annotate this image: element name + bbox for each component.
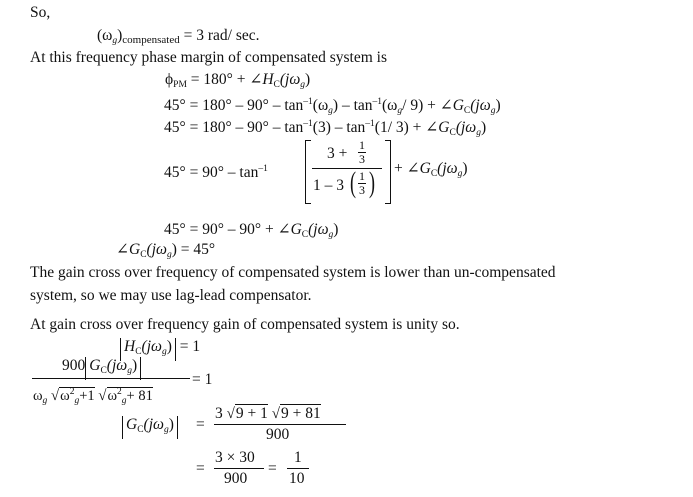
l2-arg: (jω <box>470 97 491 114</box>
l6-g: g <box>166 250 172 260</box>
l4-g: g <box>457 169 463 179</box>
last-eq-sign: = <box>196 460 205 477</box>
l5-g: g <box>328 230 334 240</box>
l3-g: g <box>476 128 481 138</box>
l6-Gsub: C <box>140 250 147 260</box>
l4-G: G <box>419 160 431 177</box>
l4-num-frac-three: 3 <box>359 152 365 166</box>
gc-fraction-bar <box>214 424 346 425</box>
equation-line-3 <box>164 115 486 142</box>
phase-margin-equation <box>165 71 310 94</box>
l3-tan2: (3) – tan <box>312 119 366 136</box>
l3-inv1: –1 <box>303 119 313 129</box>
frac-900: 900 <box>62 357 86 374</box>
l2-omega: (ω <box>312 97 329 114</box>
frac-G: G <box>89 357 101 374</box>
left-bracket <box>305 140 311 204</box>
l4-den-paren-close: ) <box>369 166 375 199</box>
result-numerator: 1 <box>294 449 302 466</box>
s2-two: 2 <box>117 387 122 397</box>
hc-sub: C <box>135 347 142 357</box>
l5-G: G <box>290 221 302 238</box>
so-label: So, <box>30 4 51 21</box>
l2-start: 45° = 180° – 90° – tan <box>164 97 304 114</box>
l2-G: G <box>452 97 464 114</box>
pm-sub: PM <box>173 80 187 90</box>
pm-arg: (jω <box>279 71 301 88</box>
inv-1: –1 <box>303 97 313 107</box>
l2-g3: g <box>490 106 496 116</box>
l2-g2: g <box>397 106 403 116</box>
gc-sqrt-1: 9 + 1 <box>235 405 268 422</box>
frac-abs <box>85 357 141 380</box>
l4-arg: (jω <box>437 160 458 177</box>
l2-omega2: (ω <box>382 97 398 114</box>
wg-value: = 3 rad/ sec. <box>179 27 260 44</box>
hc-H: H <box>124 338 136 355</box>
close-paren: ) <box>117 27 123 44</box>
gc-sqrt-symbol-1: √ <box>226 406 235 422</box>
gc-sqrt-2: 9 + 81 <box>280 405 321 422</box>
l2-div9: / 9) + ∠ <box>402 97 453 114</box>
l4-start: 45° = 90° – tan <box>164 164 259 181</box>
l2-close: ) <box>495 97 501 114</box>
gc-arg: (jω <box>143 416 164 433</box>
frac-Gsub: C <box>100 366 107 376</box>
gc-three: 3 <box>215 405 223 422</box>
l4-num-frac-one: 1 <box>359 138 365 152</box>
phi-symbol: ϕ <box>165 71 174 88</box>
l6-rhs: = 45° <box>176 241 216 258</box>
s2-plus81: + 81 <box>126 388 153 404</box>
l4-Gsub: C <box>430 169 438 179</box>
l4-den-start: 1 – 3 <box>313 177 344 194</box>
last-eq-sign-2: = <box>268 460 277 477</box>
s1-g: g <box>74 396 80 406</box>
compensated-sub: compensated <box>122 34 180 46</box>
frac-close: ) <box>131 357 138 374</box>
l4-close: ) <box>462 160 468 177</box>
gc-abs <box>122 416 178 439</box>
l4-den-frac <box>358 170 366 197</box>
l5-close: ) <box>333 221 339 238</box>
fraction-numerator <box>62 357 141 380</box>
l4-den-frac-three: 3 <box>359 183 365 197</box>
fraction-bar-1 <box>32 378 190 379</box>
omega-open: (ω <box>97 27 113 44</box>
den-g: g <box>42 396 48 406</box>
s2-g: g <box>121 396 127 406</box>
l2-tan2: ) – tan <box>332 97 373 114</box>
l5-arg: (jω <box>308 221 329 238</box>
h-symbol: H <box>262 71 274 88</box>
hc-eq-1: = 1 <box>175 338 201 355</box>
last-numerator: 3 × 30 <box>215 449 255 466</box>
l4-den-paren-open: ( <box>350 166 356 199</box>
l5-Gsub: C <box>301 230 309 240</box>
gc-g: g <box>163 425 169 435</box>
gc-magnitude-lhs <box>122 416 178 439</box>
s1-omega: ω <box>60 388 70 404</box>
gc-Gsub: C <box>137 425 144 435</box>
s1-plus1: +1 <box>79 388 95 404</box>
s2-omega: ω <box>107 388 118 404</box>
result-fraction-bar <box>287 468 309 469</box>
last-denominator: 900 <box>224 470 248 487</box>
frac-g: g <box>127 366 132 376</box>
frac-arg: (jω <box>106 357 128 374</box>
l4-num-3plus: 3 + <box>327 145 348 162</box>
l3-third: (1/ 3) + ∠ <box>374 119 439 136</box>
pm-arg-g: g <box>300 80 306 90</box>
gain-crossover-text-1: The gain cross over frequency of compensated system is lower than un-compensated <box>30 264 556 281</box>
hc-close: ) <box>166 338 172 355</box>
equation-line-4-rhs <box>394 160 468 183</box>
sqrt-symbol-1: √ <box>50 388 60 404</box>
l4-num-frac <box>358 139 366 166</box>
l3-start: 45° = 180° – 90° – tan <box>164 119 304 136</box>
fraction-denominator <box>33 383 153 410</box>
equation-line-4-lhs <box>164 160 268 182</box>
l4-den-frac-one: 1 <box>359 169 365 183</box>
gain-crossover-text-3: At gain cross over frequency gain of compensated system is unity so. <box>30 316 460 333</box>
l6-arg: (jω <box>146 241 167 258</box>
gc-denominator: 900 <box>266 426 290 443</box>
pm-arg-close: ) <box>305 71 311 88</box>
inv-2: –1 <box>372 97 383 107</box>
l4-inv: –1 <box>258 164 268 174</box>
s1-two: 2 <box>69 387 75 397</box>
l6-close: ) <box>171 241 177 258</box>
l6-angle: ∠ <box>116 241 129 258</box>
hc-arg: (jω <box>141 338 162 355</box>
h-sub: C <box>273 80 280 90</box>
wg-compensated-equation <box>97 27 260 50</box>
l3-Gsub: C <box>449 128 456 138</box>
gc-sqrt-symbol-2: √ <box>271 406 280 422</box>
l3-G: G <box>438 119 450 136</box>
l3-inv2: –1 <box>365 119 375 129</box>
right-bracket <box>385 140 391 204</box>
sqrt-body-2 <box>107 387 153 404</box>
den-omega: ω <box>33 388 43 404</box>
pm-rhs: = 180° + ∠ <box>186 71 263 88</box>
l4-denominator <box>313 177 344 195</box>
equation-line-6 <box>116 241 215 264</box>
l4-plus-angle: + ∠ <box>394 160 420 177</box>
l3-arg: (jω <box>455 119 477 136</box>
gc-numerator <box>215 405 321 423</box>
hc-g: g <box>161 347 167 357</box>
l6-G: G <box>129 241 141 258</box>
l3-close: ) <box>481 119 487 136</box>
sqrt-symbol-2: √ <box>98 388 107 404</box>
result-denominator: 10 <box>289 470 305 487</box>
l4-numerator <box>327 145 347 163</box>
gc-close: ) <box>168 416 174 433</box>
gain-crossover-text-2: system, so we may use lag-lead compensator. <box>30 287 312 304</box>
l2-Gsub: C <box>463 106 471 116</box>
last-fraction-bar <box>214 468 264 469</box>
l2-g1: g <box>328 106 333 116</box>
l5-start: 45° = 90° – 90° + ∠ <box>164 221 291 238</box>
fraction-equals-one: = 1 <box>192 371 213 388</box>
gc-eq-sign: = <box>196 416 205 433</box>
g-sub: g <box>112 36 118 46</box>
gc-G: G <box>126 416 138 433</box>
sqrt-body-1 <box>59 387 94 404</box>
phase-margin-intro: At this frequency phase margin of compensated system is <box>30 49 387 66</box>
